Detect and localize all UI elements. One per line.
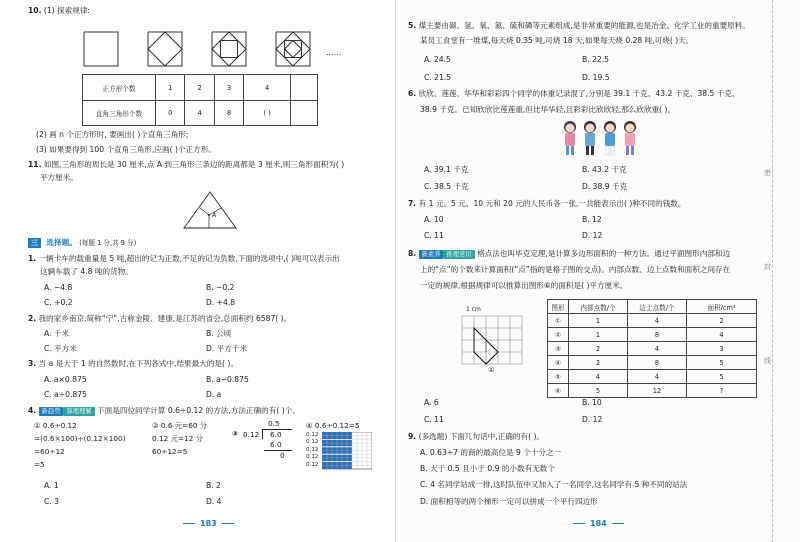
q10-number: 10.	[28, 6, 42, 15]
q1-option-d[interactable]: D. +4.8	[206, 298, 236, 307]
q3-option-b[interactable]: B. a−0.875	[206, 375, 249, 384]
q5-option-a[interactable]: A. 24.5	[424, 55, 451, 64]
table-header-cell: 面积/cm²	[687, 300, 757, 314]
q1-text1: 一辆卡车的载重量是 5 吨,超出的记为正数,不足的记为负数,下面的选项中,( )吨可以表示出	[38, 254, 340, 263]
table-cell: 8	[214, 101, 243, 126]
table-cell: 2	[687, 314, 757, 328]
q2-text: 我的家乡南京,简称“宁”,古称金陵、建康,是江苏的省会,总面积约 6587( )。	[38, 314, 292, 323]
table-cell	[291, 101, 318, 126]
q10-part1: (1) 探索规律:	[43, 6, 90, 15]
section-note: (每题 1 分,共 9 分)	[79, 239, 137, 247]
table-cell: 3	[214, 75, 243, 101]
table-cell: 2	[185, 75, 214, 101]
q8-option-d[interactable]: D. 12	[582, 415, 603, 424]
q4-tag-reasoning: 算理理解	[63, 407, 94, 416]
method-line: =5	[34, 460, 45, 469]
table-cell: 直角三角形个数	[83, 101, 156, 126]
division-dividend: 6.0	[270, 430, 282, 439]
q8-tag-new-literacy: 新素养	[419, 250, 444, 259]
table-cell: 2	[569, 342, 628, 356]
q8-option-a[interactable]: A. 6	[424, 398, 439, 407]
grid-label: 0.12	[306, 461, 319, 468]
q10-table	[82, 74, 318, 126]
q4-option-c[interactable]: C. 3	[44, 497, 59, 506]
q11-number: 11.	[28, 160, 42, 169]
right-page	[400, 0, 800, 542]
table-cell: ③	[548, 342, 569, 356]
q2-option-a[interactable]: A. 千米	[44, 329, 70, 338]
q6-text1: 欣欣、莲莲、华华和彩彩四个同学的体重记录混了,分别是 39.1 千克、43.2 千克、38.5 千克、	[418, 89, 740, 98]
q9-number: 9.	[408, 432, 417, 441]
q3-option-c[interactable]: C. a÷0.875	[44, 390, 87, 399]
q1-number: 1.	[28, 254, 37, 263]
q6-option-b[interactable]: B. 43.2 千克	[582, 165, 627, 174]
division-divisor: 0.12	[243, 430, 260, 439]
q8-text3: 一定的规律,根据规律可以推算出图形⑥的面积是( )平方厘米。	[420, 281, 628, 290]
q7-line	[408, 198, 685, 209]
table-cell	[291, 75, 318, 101]
method-line: 0.12 元=12 分	[152, 434, 203, 443]
table-cell: 5	[569, 384, 628, 398]
table-cell: 4	[628, 370, 687, 384]
q4-number: 4.	[28, 406, 37, 415]
margin-label: 密	[764, 169, 771, 177]
q7-option-b[interactable]: B. 12	[582, 215, 602, 224]
table-header-cell: 图形	[548, 300, 569, 314]
q11-text1: 如图,三角形的周长是 30 厘米,点 A 到三角形三条边的距离都是 3 厘米,则三角形面积为( )	[43, 160, 345, 169]
q1-line1	[28, 253, 340, 264]
table-cell: 12	[628, 384, 687, 398]
q5-line1	[408, 20, 750, 31]
q5-text2: 某员工食堂有一堆煤,每天烧 0.35 吨,可烧 18 天,如果每天烧 0.28 吨,可烧( )天。	[420, 36, 694, 45]
page-number-text: 184	[590, 519, 607, 528]
section-badge: 三	[28, 238, 41, 248]
method-line: ② 0.6 元=60 分	[152, 421, 208, 430]
q9-statement-d[interactable]: D. 面积相等的两个梯形一定可以拼成一个平行四边形	[420, 497, 598, 506]
q5-option-c[interactable]: C. 21.5	[424, 73, 452, 82]
q5-option-b[interactable]: B. 22.5	[582, 55, 609, 64]
division-remainder: 0	[280, 451, 285, 460]
method-line: 60÷12=5	[152, 447, 188, 456]
q7-option-d[interactable]: D. 12	[582, 231, 603, 240]
q4-method-3-long-division	[232, 419, 296, 463]
table-cell: ④	[548, 356, 569, 370]
section-header	[28, 237, 136, 249]
table-cell: ⑥	[548, 384, 569, 398]
margin-label: 线	[764, 357, 771, 365]
table-row	[83, 75, 318, 101]
triangle-figure	[180, 188, 240, 232]
q9-statement-a[interactable]: A. 0.63÷7 的商的最高位是 9 个十分之一	[420, 448, 562, 457]
table-row	[83, 101, 318, 126]
table-header-row	[548, 300, 757, 314]
table-cell: 8	[628, 328, 687, 342]
method-line: =60÷12	[34, 447, 65, 456]
table-cell: 4	[244, 75, 291, 101]
method-3-marker: ③	[232, 430, 238, 438]
q4-text: 下面是四位同学计算 0.6÷0.12 的方法,方法正确的有( )个。	[97, 406, 300, 415]
q3-text: 当 a 是大于 1 的自然数时,在下列各式中,结果最大的是( )。	[38, 359, 238, 368]
division-quotient: 0.5	[268, 419, 280, 428]
q1-option-b[interactable]: B. −0.2	[206, 283, 235, 292]
square-pattern-2	[148, 32, 182, 66]
table-cell: 4	[628, 342, 687, 356]
q7-option-a[interactable]: A. 10	[424, 215, 444, 224]
q9-line	[408, 431, 544, 442]
grid-label: 0.12	[306, 446, 319, 453]
q2-number: 2.	[28, 314, 37, 323]
nested-squares-figure	[80, 26, 320, 68]
table-cell: 5	[687, 356, 757, 370]
q10-part3: (3) 如果要得到 100 个直角三角形,应画( )个正方形。	[36, 145, 216, 154]
q1-text2: 这辆车载了 4.8 吨的货物。	[40, 267, 133, 276]
table-cell: 1	[156, 75, 185, 101]
q8-pick-table	[547, 299, 757, 398]
q5-number: 5.	[408, 21, 417, 30]
method-line: =(0.6×100)÷(0.12×100)	[34, 434, 126, 443]
figure-1-label: ①	[488, 366, 495, 374]
table-cell: ?	[687, 384, 757, 398]
student-figure	[564, 121, 576, 155]
q8-tag-reasoning: 推理意识	[443, 250, 474, 259]
table-cell: ⑤	[548, 370, 569, 384]
right-page-number	[568, 519, 629, 528]
q3-option-a[interactable]: A. a×0.875	[44, 375, 87, 384]
table-cell: 5	[687, 370, 757, 384]
grid-unit-label: 1 cm	[466, 306, 481, 313]
q10-ellipsis: ……	[326, 48, 342, 57]
table-row	[548, 314, 757, 328]
table-row	[548, 384, 757, 398]
division-product: 6.0	[270, 440, 282, 449]
q8-text2: 上的“点”的个数来计算面积(“点”指的是格子图的交点)。内部点数、边上点数和面积之间存在	[420, 265, 731, 274]
table-cell: 1	[569, 328, 628, 342]
table-cell: 0	[156, 101, 185, 126]
table-cell: ( )	[244, 101, 291, 126]
page-divider	[395, 0, 396, 542]
table-header-cell: 内部点数/个	[569, 300, 628, 314]
q5-option-d[interactable]: D. 19.5	[582, 73, 610, 82]
table-cell: 8	[628, 356, 687, 370]
q8-option-c[interactable]: C. 11	[424, 415, 444, 424]
method-line: ① 0.6÷0.12	[34, 421, 77, 430]
student-figure	[604, 121, 616, 155]
page-number-text: 183	[200, 519, 217, 528]
q7-number: 7.	[408, 199, 417, 208]
q4-option-b[interactable]: B. 2	[206, 481, 221, 490]
q11-line1	[28, 159, 344, 170]
q11-text2: 平方厘米。	[40, 173, 78, 182]
section-title: 选择题。	[46, 238, 77, 247]
q3-number: 3.	[28, 359, 37, 368]
table-row	[548, 356, 757, 370]
table-header-cell: 边上点数/个	[628, 300, 687, 314]
q6-number: 6.	[408, 89, 417, 98]
q6-option-d[interactable]: D. 38.9 千克	[582, 182, 628, 191]
square-pattern-1	[84, 32, 118, 66]
q8-option-b[interactable]: B. 10	[582, 398, 602, 407]
q5-text1: 煤主要由碳、氢、氧、氮、硫和磷等元素组成,是非常重要的能源,也是冶金、化学工业的重要原料。	[418, 21, 750, 30]
table-row	[548, 370, 757, 384]
q4-method-2	[152, 421, 207, 457]
q2-option-d[interactable]: D. 平方千米	[206, 344, 248, 353]
q4-option-d[interactable]: D. 4	[206, 497, 222, 506]
q6-text2: 38.9 千克。已知欣欣比莲莲重,但比华华轻,且彩彩比欣欣轻,那么欣欣重( )。	[420, 105, 676, 114]
four-students-illustration	[560, 118, 640, 158]
table-cell: ①	[548, 314, 569, 328]
student-figure	[584, 121, 596, 155]
table-cell: 4	[185, 101, 214, 126]
table-cell: 4	[628, 314, 687, 328]
q4-tag-new-trend: 新趋势	[39, 407, 64, 416]
q10-header	[28, 5, 90, 16]
grid-label: 0.12	[306, 454, 319, 461]
q4-method-4-title: ④ 0.6÷0.12=5	[306, 421, 360, 430]
q6-option-c[interactable]: C. 38.5 千克	[424, 182, 469, 191]
grid-label: 0.12	[306, 439, 319, 446]
q4-line	[28, 405, 300, 416]
q3-option-d[interactable]: D. a	[206, 390, 222, 399]
hundred-grid-model	[322, 432, 372, 470]
q2-option-b[interactable]: B. 公顷	[206, 329, 232, 338]
lattice-grid-figure	[460, 314, 526, 366]
point-a-label: A	[212, 212, 217, 219]
q3-line	[28, 358, 238, 369]
table-row	[548, 342, 757, 356]
q9-statement-c[interactable]: C. 4 名同学站成一排,这时队伍中又加入了一名同学,这名同学有 5 种不同的站法	[420, 480, 688, 489]
q4-method-1	[34, 421, 126, 470]
q8-number: 8.	[408, 249, 417, 258]
sealing-line	[772, 0, 774, 542]
left-page-number	[178, 519, 239, 528]
table-row	[548, 328, 757, 342]
table-cell: 正方形个数	[83, 75, 156, 101]
q8-text1: 格点法也叫毕克定理,是计算多边形面积的一种方法。通过平面图形内部和边	[477, 249, 731, 258]
square-pattern-4	[276, 32, 310, 66]
grid-label: 0.12	[306, 432, 319, 438]
q7-option-c[interactable]: C. 11	[424, 231, 444, 240]
q6-option-a[interactable]: A. 39.1 千克	[424, 165, 469, 174]
q8-line1	[408, 248, 730, 259]
student-figure	[624, 121, 636, 155]
table-cell: ②	[548, 328, 569, 342]
table-cell: 4	[687, 328, 757, 342]
q7-text: 有 1 元、5 元、10 元和 20 元的人民币各一张,一共能表示出( )种不同的钱数。	[418, 199, 686, 208]
q6-line1	[408, 88, 740, 99]
q2-line	[28, 313, 291, 324]
table-cell: 2	[569, 356, 628, 370]
q4-option-a[interactable]: A. 1	[44, 481, 59, 490]
table-cell: 3	[687, 342, 757, 356]
q9-text: (多选题) 下面几句话中,正确的有( )。	[418, 432, 544, 441]
table-cell: 4	[569, 370, 628, 384]
q1-option-c[interactable]: C. +0.2	[44, 298, 73, 307]
q4-grid-labels	[306, 432, 318, 469]
q1-option-a[interactable]: A. −4.8	[44, 283, 73, 292]
table-cell: 1	[569, 314, 628, 328]
margin-label: 封	[764, 263, 771, 271]
q2-option-c[interactable]: C. 平方米	[44, 344, 77, 353]
square-pattern-3	[212, 32, 246, 66]
q9-statement-b[interactable]: B. 大于 0.5 且小于 0.9 的小数有无数个	[420, 464, 555, 473]
q10-part2: (2) 画 n 个正方形时, 要画出( )个直角三角形;	[36, 130, 189, 139]
